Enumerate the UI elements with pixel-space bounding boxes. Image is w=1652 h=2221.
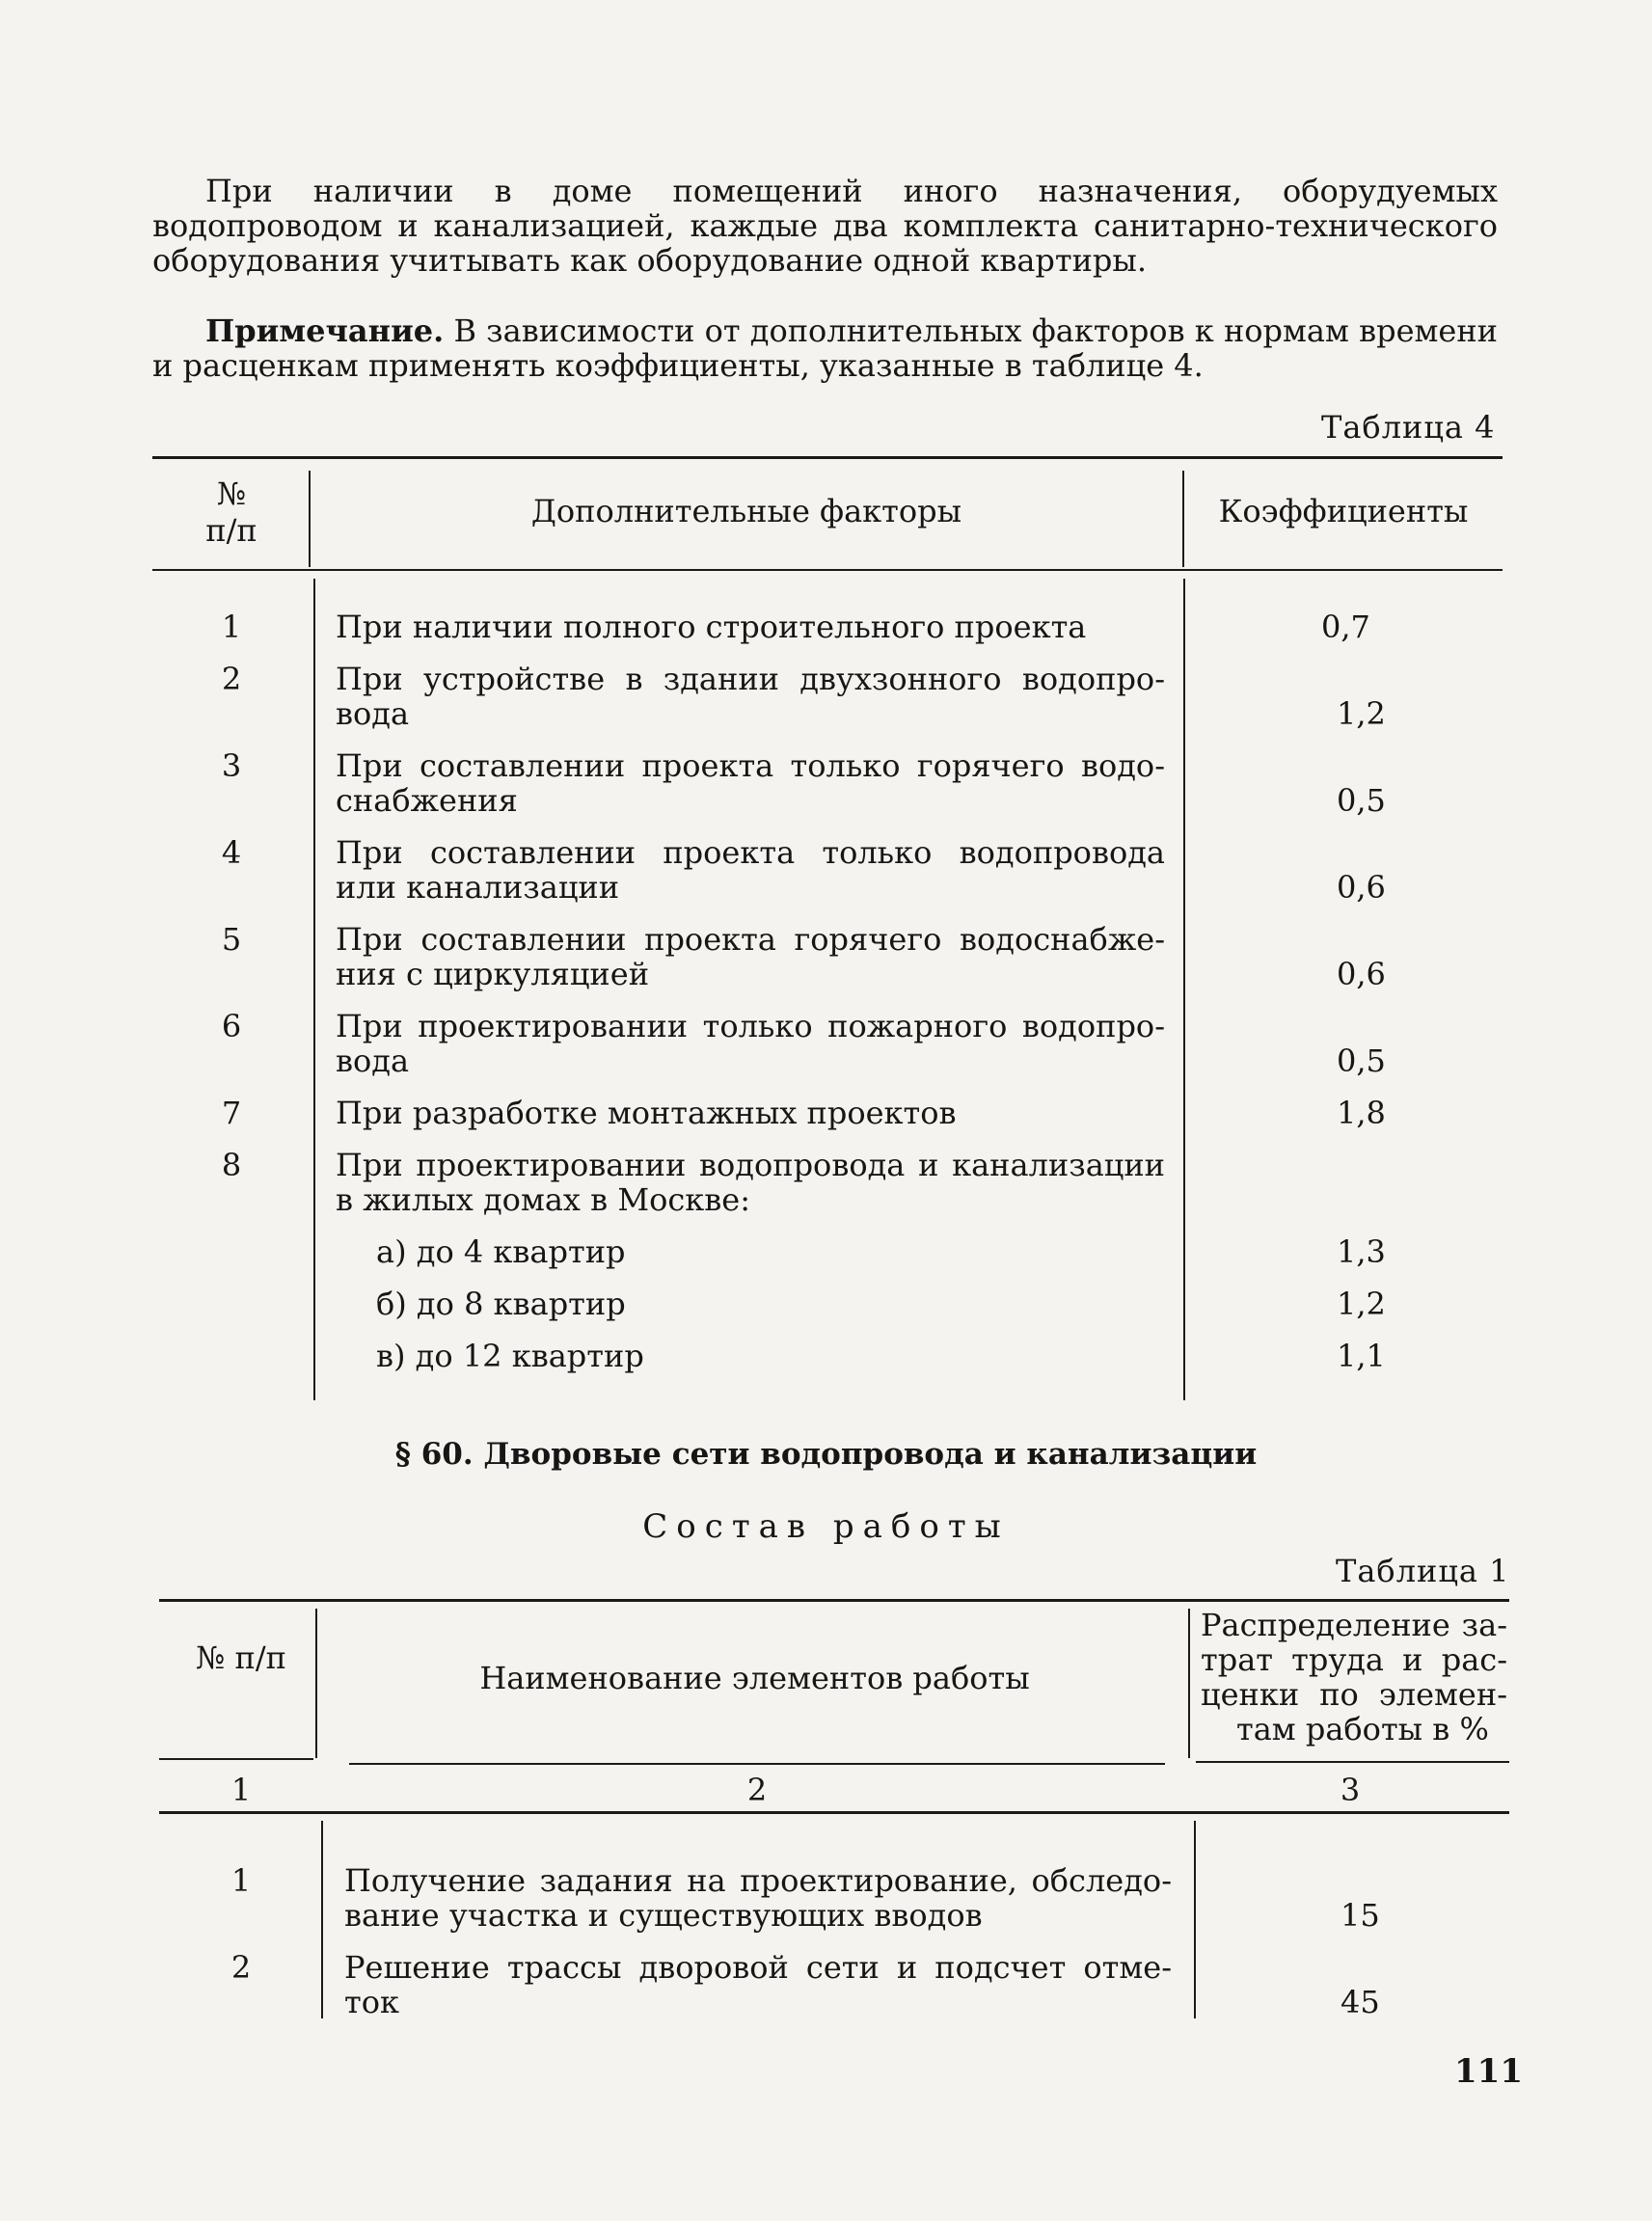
table-row-text: При устройстве в здании двухзонного водопро- [336, 661, 1165, 697]
table4-header-coef: Коэффициенты [1218, 493, 1469, 529]
table1-header-num: № п/п [196, 1639, 286, 1676]
table1-colnum: 1 [230, 1772, 252, 1808]
table-row-coef: 0,5 [1337, 1043, 1386, 1079]
table1-col-divider [321, 1821, 323, 2018]
table-row-text: При наличии полного строительного проекта [336, 609, 1087, 645]
table-row-text: снабжения [336, 782, 518, 819]
note-paragraph [152, 313, 1498, 383]
table-row-text: При составлении проекта горячего водоснабже- [336, 921, 1165, 958]
table1-header-rule [159, 1758, 313, 1760]
table1-col-divider [1194, 1821, 1196, 2018]
table-row-coef: 0,7 [1321, 609, 1370, 645]
table-row-coef: 1,2 [1337, 695, 1386, 732]
table-row-text: Получение задания на проектирование, обследо- [344, 1862, 1172, 1899]
table-row-num: 1 [221, 609, 242, 645]
table1-header-name: Наименование элементов работы [479, 1660, 1030, 1696]
table-row-text: При составлении проекта только горячего водо- [336, 747, 1165, 784]
table4-header-rule [152, 569, 1503, 571]
table-row-num: 2 [230, 1949, 252, 1986]
table4-col-divider [1183, 579, 1185, 1400]
intro-paragraph: При наличии в доме помещений иного назначения, оборудуемых водопроводом и канализацией, каждые два комплекта санитарно-технического оборудования учитывать как оборудование одной квартиры. [152, 173, 1498, 279]
table-row-num: 3 [221, 747, 242, 784]
table4-col-divider [313, 579, 315, 1400]
table-row-text: вода [336, 1043, 410, 1079]
document-page: При наличии в доме помещений иного назначения, оборудуемых водопроводом и канализацией, каждые два комплекта санитарно-технического оборудования учитывать как оборудование одной квартиры. Примечание. В зависимости от дополнительных факторов к нормам времени и расценкам применять коэффициенты, указанные в таблице 4. Таблица 4 № п/п Дополнительные факторы Коэффициенты 1 При наличии полного строительного проекта 0,7 2 При устройстве в здании двухзонного водопро- вода 1,2 3 При составлении проекта только горячего водо- снабжения 0,5 4 При составлении проекта только водопровода или канализации 0,6 5 При составлении проекта горячего водоснабже- ния с циркуляцией 0,6 6 При проектировании только пожарного водопро- вода 0,5 7 При разработке монтажных проектов 1,8 8 При проектировании водопровода и канализации в жилых домах в Москве: а) до 4 квартир 1,3 б) до 8 квартир 1,2 в) до 12 квартир 1,1 § 60. Дворовые сети водопровода и канализации Состав работы Таблица 1 № п/п Наименование элементов работы Распределение за- трат труда и рас- ценки по элемен- там работы в % 1 2 3 1 Получение задания на проектирование, обследо- вание участка и существующих вводов 15 2 Решение трассы дворовой сети и подсчет отме- ток 45 111 [0, 0, 1652, 2221]
table-row-coef: 0,5 [1337, 782, 1386, 819]
table1-header-rule [1196, 1761, 1509, 1763]
table-row-text: или канализации [336, 869, 620, 906]
table1-header-rule [349, 1763, 1165, 1765]
table-row-value: 15 [1341, 1897, 1380, 1934]
table-row-text: вание участка и существующих вводов [344, 1897, 983, 1934]
table-row-num: 6 [221, 1008, 242, 1044]
table-row-num: 7 [221, 1095, 242, 1131]
table-subrow-text: б) до 8 квартир [376, 1286, 626, 1322]
table-row-value: 45 [1341, 1984, 1380, 2020]
table4-header-factors: Дополнительные факторы [530, 493, 962, 529]
table-subrow-coef: 1,3 [1337, 1233, 1386, 1270]
table-subrow-text: а) до 4 квартир [376, 1233, 626, 1270]
table-row-text: ток [344, 1984, 399, 2020]
table-row-num: 2 [221, 661, 242, 697]
table4-caption: Таблица 4 [1321, 409, 1496, 446]
table-row-text: ния с циркуляцией [336, 956, 650, 992]
table-subrow-text: в) до 12 квартир [376, 1338, 644, 1374]
table-row-text: При проектировании только пожарного водопро- [336, 1008, 1165, 1044]
table1-colnum: 2 [746, 1772, 768, 1808]
table-row-coef: 0,6 [1337, 956, 1386, 992]
table1-colnum: 3 [1340, 1772, 1361, 1808]
table-row-num: 5 [221, 921, 242, 958]
table-row-text: При разработке монтажных проектов [336, 1095, 957, 1131]
table-subrow-coef: 1,1 [1337, 1338, 1386, 1374]
page-number: 111 [1454, 2052, 1523, 2091]
table1-colnum-rule [159, 1811, 1509, 1814]
note-label: Примечание. [205, 312, 445, 349]
table-row-text: При проектировании водопровода и канализации [336, 1147, 1165, 1183]
section-title: § 60. Дворовые сети водопровода и канализации [394, 1437, 1258, 1472]
table-row-text: в жилых домах в Москве: [336, 1181, 750, 1218]
table-row-num: 4 [221, 834, 242, 871]
table1-top-rule [159, 1599, 1509, 1602]
table-row-coef: 1,8 [1337, 1095, 1386, 1131]
table4-header-num: № п/п [205, 475, 257, 549]
table-row-text: При составлении проекта только водопровода [336, 834, 1165, 871]
table1-col-divider [1188, 1609, 1190, 1758]
table1-col-divider [315, 1609, 317, 1758]
table-subrow-coef: 1,2 [1337, 1286, 1386, 1322]
table-row-num: 8 [221, 1147, 242, 1183]
table-row-coef: 0,6 [1337, 869, 1386, 906]
table4-top-rule [152, 456, 1503, 459]
note-text: В зависимости от дополнительных факторов к нормам времени и расценкам применять коэффициенты, указанные в таблице 4. [152, 312, 1499, 384]
table-row-num: 1 [230, 1862, 252, 1899]
table1-caption: Таблица 1 [1336, 1553, 1510, 1589]
section-subtitle: Состав работы [642, 1507, 1010, 1546]
table-row-text: Решение трассы дворовой сети и подсчет отме- [344, 1949, 1172, 1986]
table-row-text: вода [336, 695, 410, 732]
